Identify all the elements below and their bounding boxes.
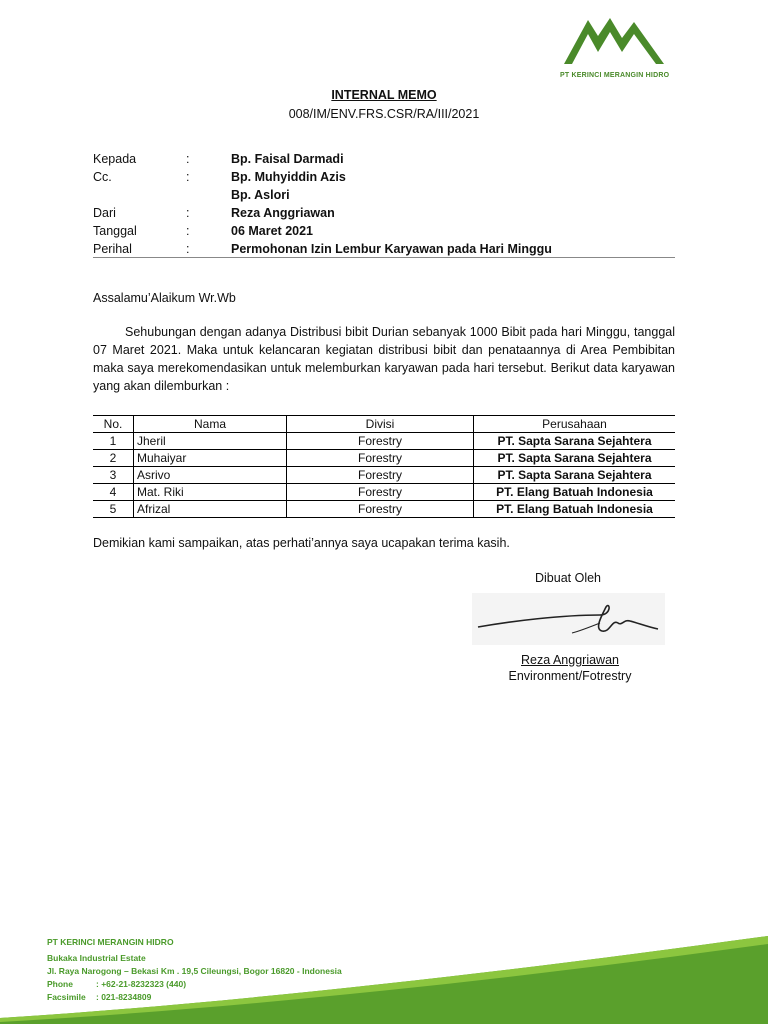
header-divider <box>93 257 675 258</box>
dari-value: Reza Anggriawan <box>231 206 335 220</box>
tanggal-value: 06 Maret 2021 <box>231 224 314 238</box>
kepada-label: Kepada <box>93 152 137 166</box>
cell-nama: Mat. Riki <box>134 484 287 501</box>
col-header-divisi: Divisi <box>287 416 474 433</box>
footer-address: Jl. Raya Narogong – Bekasi Km . 19,5 Cileungsi, Bogor 16820 - Indonesia <box>47 966 342 976</box>
colon: : <box>186 152 190 166</box>
table-row <box>93 433 675 450</box>
mountain-logo-icon <box>560 14 670 70</box>
table-row <box>93 484 675 501</box>
cell-nama: Jheril <box>134 433 287 450</box>
memo-number: 008/IM/ENV.FRS.CSR/RA/III/2021 <box>288 107 480 121</box>
cell-nama: Afrizal <box>134 501 287 518</box>
colon: : <box>186 242 190 256</box>
company-logo <box>560 14 680 79</box>
footer-fax-label: Facsimile <box>47 992 86 1002</box>
col-header-perusahaan: Perusahaan <box>474 416 676 433</box>
dari-label: Dari <box>93 206 116 220</box>
memo-title: INTERNAL MEMO <box>331 88 437 102</box>
header-row-dari <box>93 204 675 222</box>
header-row-kepada <box>93 150 675 168</box>
header-row-cc <box>93 168 675 186</box>
header-row-tanggal <box>93 222 675 240</box>
footer-fax-row <box>47 991 342 1004</box>
cell-divisi: Forestry <box>287 433 474 450</box>
cc-label: Cc. <box>93 170 112 184</box>
footer-phone-label: Phone <box>47 979 73 989</box>
kepada-value: Bp. Faisal Darmadi <box>231 152 344 166</box>
table-row <box>93 501 675 518</box>
header-row-cc-2 <box>93 186 675 204</box>
col-header-no: No. <box>93 416 134 433</box>
table-row <box>93 467 675 484</box>
closing-text: Demikian kami sampaikan, atas perhati’annya saya ucapakan terima kasih. <box>93 536 510 550</box>
cc-value-1: Bp. Muhyiddin Azis <box>231 170 346 184</box>
cell-no: 4 <box>93 484 134 501</box>
employee-table <box>93 415 675 518</box>
cc-value-2: Bp. Aslori <box>231 188 290 202</box>
footer-fax-value: : 021-8234809 <box>96 992 152 1002</box>
signatory-position: Environment/Fotrestry <box>508 669 632 683</box>
cell-perusahaan: PT. Sapta Sarana Sejahtera <box>474 467 676 484</box>
signatory-name: Reza Anggriawan <box>521 653 619 667</box>
cell-divisi: Forestry <box>287 484 474 501</box>
colon: : <box>186 170 190 184</box>
cell-no: 5 <box>93 501 134 518</box>
cell-divisi: Forestry <box>287 501 474 518</box>
cell-no: 3 <box>93 467 134 484</box>
colon: : <box>186 224 190 238</box>
cell-no: 2 <box>93 450 134 467</box>
perihal-value: Permohonan Izin Lembur Karyawan pada Hari Minggu <box>231 242 552 256</box>
footer-phone-value: : +62-21-8232323 (440) <box>96 979 187 989</box>
cell-perusahaan: PT. Sapta Sarana Sejahtera <box>474 450 676 467</box>
table-row <box>93 450 675 467</box>
footer-estate: Bukaka Industrial Estate <box>47 953 146 963</box>
signature-image <box>472 593 665 645</box>
header-row-perihal <box>93 240 675 258</box>
tanggal-label: Tanggal <box>93 224 137 238</box>
cell-no: 1 <box>93 433 134 450</box>
footer-contact <box>47 936 342 1004</box>
table-header-row <box>93 416 675 433</box>
body-paragraph: Sehubungan dengan adanya Distribusi bibit Durian sebanyak 1000 Bibit pada hari Minggu, tanggal 07 Maret 2021. Maka untuk kelancaran kegiatan distribusi bibit dan penataannya di Area Pembibitan maka saya merekomendasikan untuk melemburkan karyawan pada hari tersebut. Berikut data karyawan yang akan dilemburkan : <box>93 325 675 393</box>
created-by-label: Dibuat Oleh <box>535 571 602 585</box>
cell-perusahaan: PT. Elang Batuah Indonesia <box>474 484 676 501</box>
cell-divisi: Forestry <box>287 450 474 467</box>
perihal-label: Perihal <box>93 242 132 256</box>
colon: : <box>186 206 190 220</box>
greeting: Assalamu’Alaikum Wr.Wb <box>93 291 236 305</box>
cell-nama: Muhaiyar <box>134 450 287 467</box>
col-header-nama: Nama <box>134 416 287 433</box>
logo-company-name: PT KERINCI MERANGIN HIDRO <box>560 72 670 79</box>
cell-divisi: Forestry <box>287 467 474 484</box>
memo-header <box>93 150 675 258</box>
cell-perusahaan: PT. Elang Batuah Indonesia <box>474 501 676 518</box>
cell-nama: Asrivo <box>134 467 287 484</box>
footer-company: PT KERINCI MERANGIN HIDRO <box>47 937 174 947</box>
footer-phone-row <box>47 978 342 991</box>
cell-perusahaan: PT. Sapta Sarana Sejahtera <box>474 433 676 450</box>
